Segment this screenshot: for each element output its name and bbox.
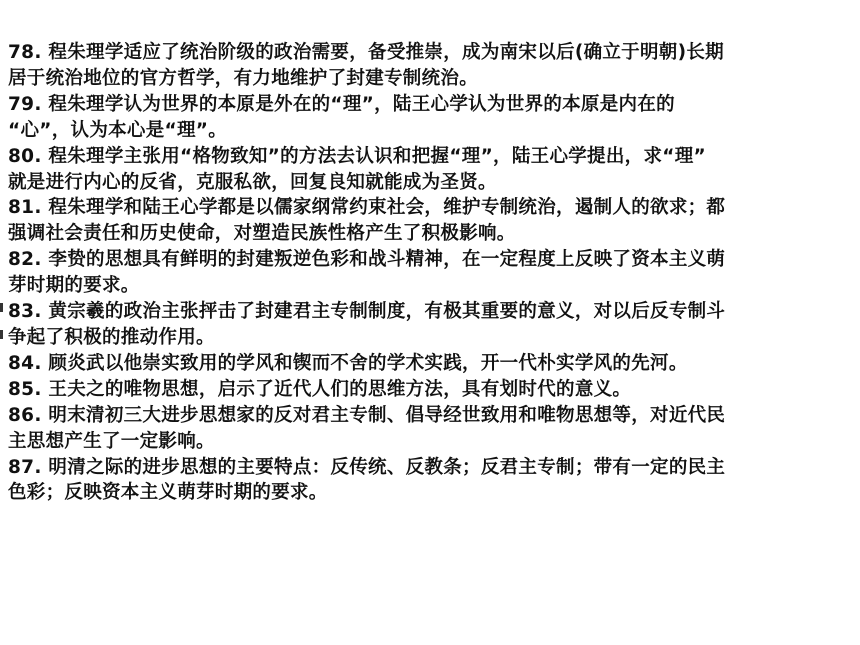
note-line: 84. 顾炎武以他崇实致用的学风和锲而不舍的学术实践，开一代朴实学风的先河。 <box>8 352 688 374</box>
note-line: 争起了积极的推动作用。 <box>8 326 215 348</box>
note-line: 83. 黄宗羲的政治主张抨击了封建君主专制制度，有极其重要的意义，对以后反专制斗 <box>8 301 726 323</box>
margin-mark <box>0 330 3 339</box>
note-item-87 <box>8 455 850 507</box>
note-line: 80. 程朱理学主张用“格物致知”的方法去认识和把握“理”，陆王心学提出，求“理” <box>8 145 706 167</box>
note-item-82 <box>8 247 850 299</box>
note-line: 85. 王夫之的唯物思想，启示了近代人们的思维方法，具有划时代的意义。 <box>8 378 632 400</box>
note-item-80 <box>8 144 850 196</box>
note-line: 81. 程朱理学和陆王心学都是以儒家纲常约束社会，维护专制统治，遏制人的欲求；都 <box>8 197 726 219</box>
note-line: 主思想产生了一定影响。 <box>8 430 215 452</box>
note-item-86 <box>8 403 850 455</box>
note-line: 色彩；反映资本主义萌芽时期的要求。 <box>8 482 328 504</box>
note-line: 87. 明清之际的进步思想的主要特点：反传统、反教条；反君主专制；带有一定的民主 <box>8 456 726 478</box>
note-line: 78. 程朱理学适应了统治阶级的政治需要，备受推崇，成为南宋以后(确立于明朝)长期 <box>8 42 724 63</box>
note-line: “心”，认为本心是“理”。 <box>8 119 228 141</box>
note-item-83 <box>8 299 850 351</box>
note-line: 强调社会责任和历史使命，对塑造民族性格产生了积极影响。 <box>8 223 516 245</box>
margin-mark <box>0 303 3 312</box>
note-line: 芽时期的要求。 <box>8 275 140 297</box>
note-item-84 <box>8 351 850 377</box>
note-item-85 <box>8 377 850 403</box>
note-line: 就是进行内心的反省，克服私欲，回复良知就能成为圣贤。 <box>8 171 497 193</box>
note-item-79 <box>8 92 850 144</box>
note-line: 86. 明末清初三大进步思想家的反对君主专制、倡导经世致用和唯物思想等，对近代民 <box>8 404 726 426</box>
notes-list <box>8 40 850 506</box>
note-item-78 <box>8 40 850 92</box>
note-line: 79. 程朱理学认为世界的本原是外在的“理”，陆王心学认为世界的本原是内在的 <box>8 93 675 115</box>
note-line: 82. 李贽的思想具有鲜明的封建叛逆色彩和战斗精神，在一定程度上反映了资本主义萌 <box>8 249 726 271</box>
note-item-81 <box>8 195 850 247</box>
note-line: 居于统治地位的官方哲学，有力地维护了封建专制统治。 <box>8 67 479 89</box>
